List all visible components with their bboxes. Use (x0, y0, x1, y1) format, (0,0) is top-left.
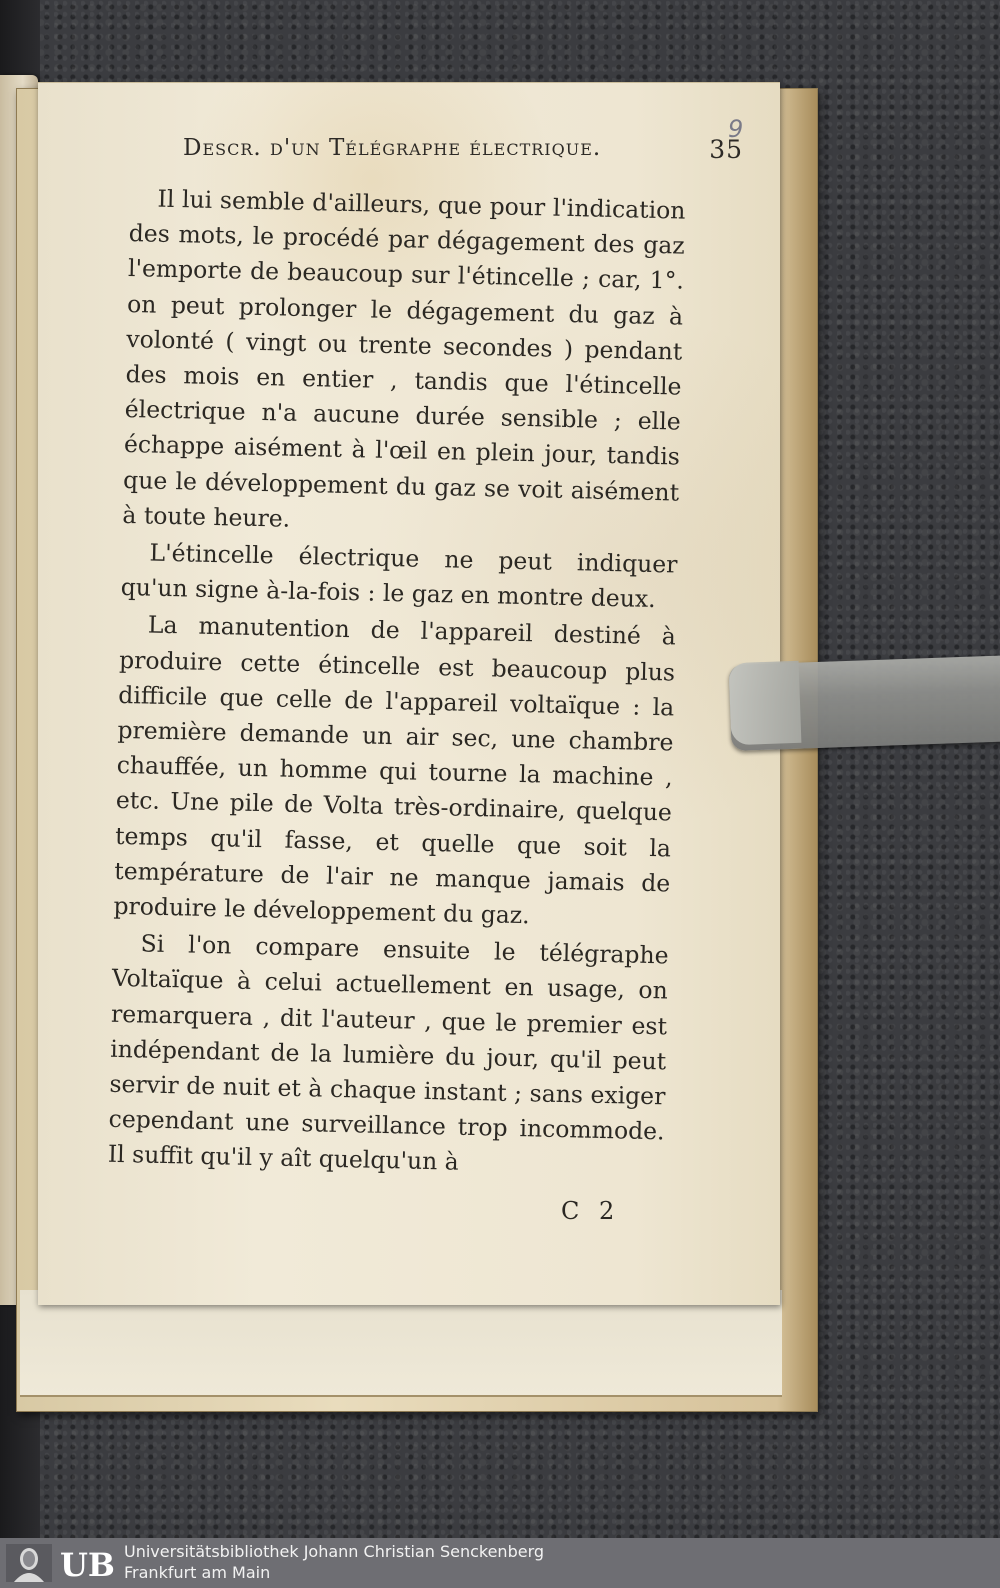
pencil-folio-mark: 9 (728, 115, 744, 143)
paragraph: Si l'on compare ensuite le télégraphe Voltaïque à celui actuellement en usage, on remarquera , dit l'auteur , que le premier est indépendant de la lumière du jour, qu'il peut servir de nuit et à chaque instant ; sans exiger cependant une surveillance trop incommode. Il suffit qu'il y aît quelqu'un à (107, 929, 669, 1177)
logo-text: UB (60, 1546, 115, 1584)
footer-bar (0, 1538, 1000, 1588)
running-head-title: Descr. d'un Télégraphe électrique. (183, 135, 602, 161)
paragraph: La manutention de l'appareil destiné à produire cette étincelle est beaucoup plus difficile que celle de l'appareil voltaïque : la première demande un air sec, une chambre chauffée, un homme qui tourne la machine , etc. Une pile de Volta très-ordinaire, quelque temps qu'il fasse, et quelle que soit la température de l'air ne manque jamais de produire le développement du gaz. (113, 610, 677, 930)
bottom-page-edge (20, 1290, 782, 1397)
book-page (38, 82, 780, 1305)
paragraph: L'étincelle électrique ne peut indiquer qu'un signe à-la-fois : le gaz en montre deux. (120, 538, 678, 614)
page-body (107, 181, 685, 1187)
paragraph: Il lui semble d'ailleurs, que pour l'indication des mots, le procédé par dégagement des gaz l'emporte de beaucoup sur l'étincelle ; car, 1°. on peut prolonger le dégagement du gaz à volonté ( vingt ou trente secondes ) pendant des mois en entier , tandis que l'étincelle électrique n'a aucune durée sensible ; elle échappe aisément à l'œil en plein jour, tandis que le développement du gaz se voit aisément à toute heure. (122, 184, 686, 533)
portrait-icon (6, 1544, 52, 1582)
institution-city: Frankfurt am Main (124, 1563, 271, 1582)
institution-name: Universitätsbibliothek Johann Christian Senckenberg (124, 1542, 545, 1561)
running-head (183, 135, 743, 164)
bookmark-tip (729, 661, 802, 745)
library-logo[interactable] (6, 1544, 116, 1582)
page-number: 35 (709, 135, 743, 164)
signature-mark: C 2 (561, 1197, 621, 1225)
